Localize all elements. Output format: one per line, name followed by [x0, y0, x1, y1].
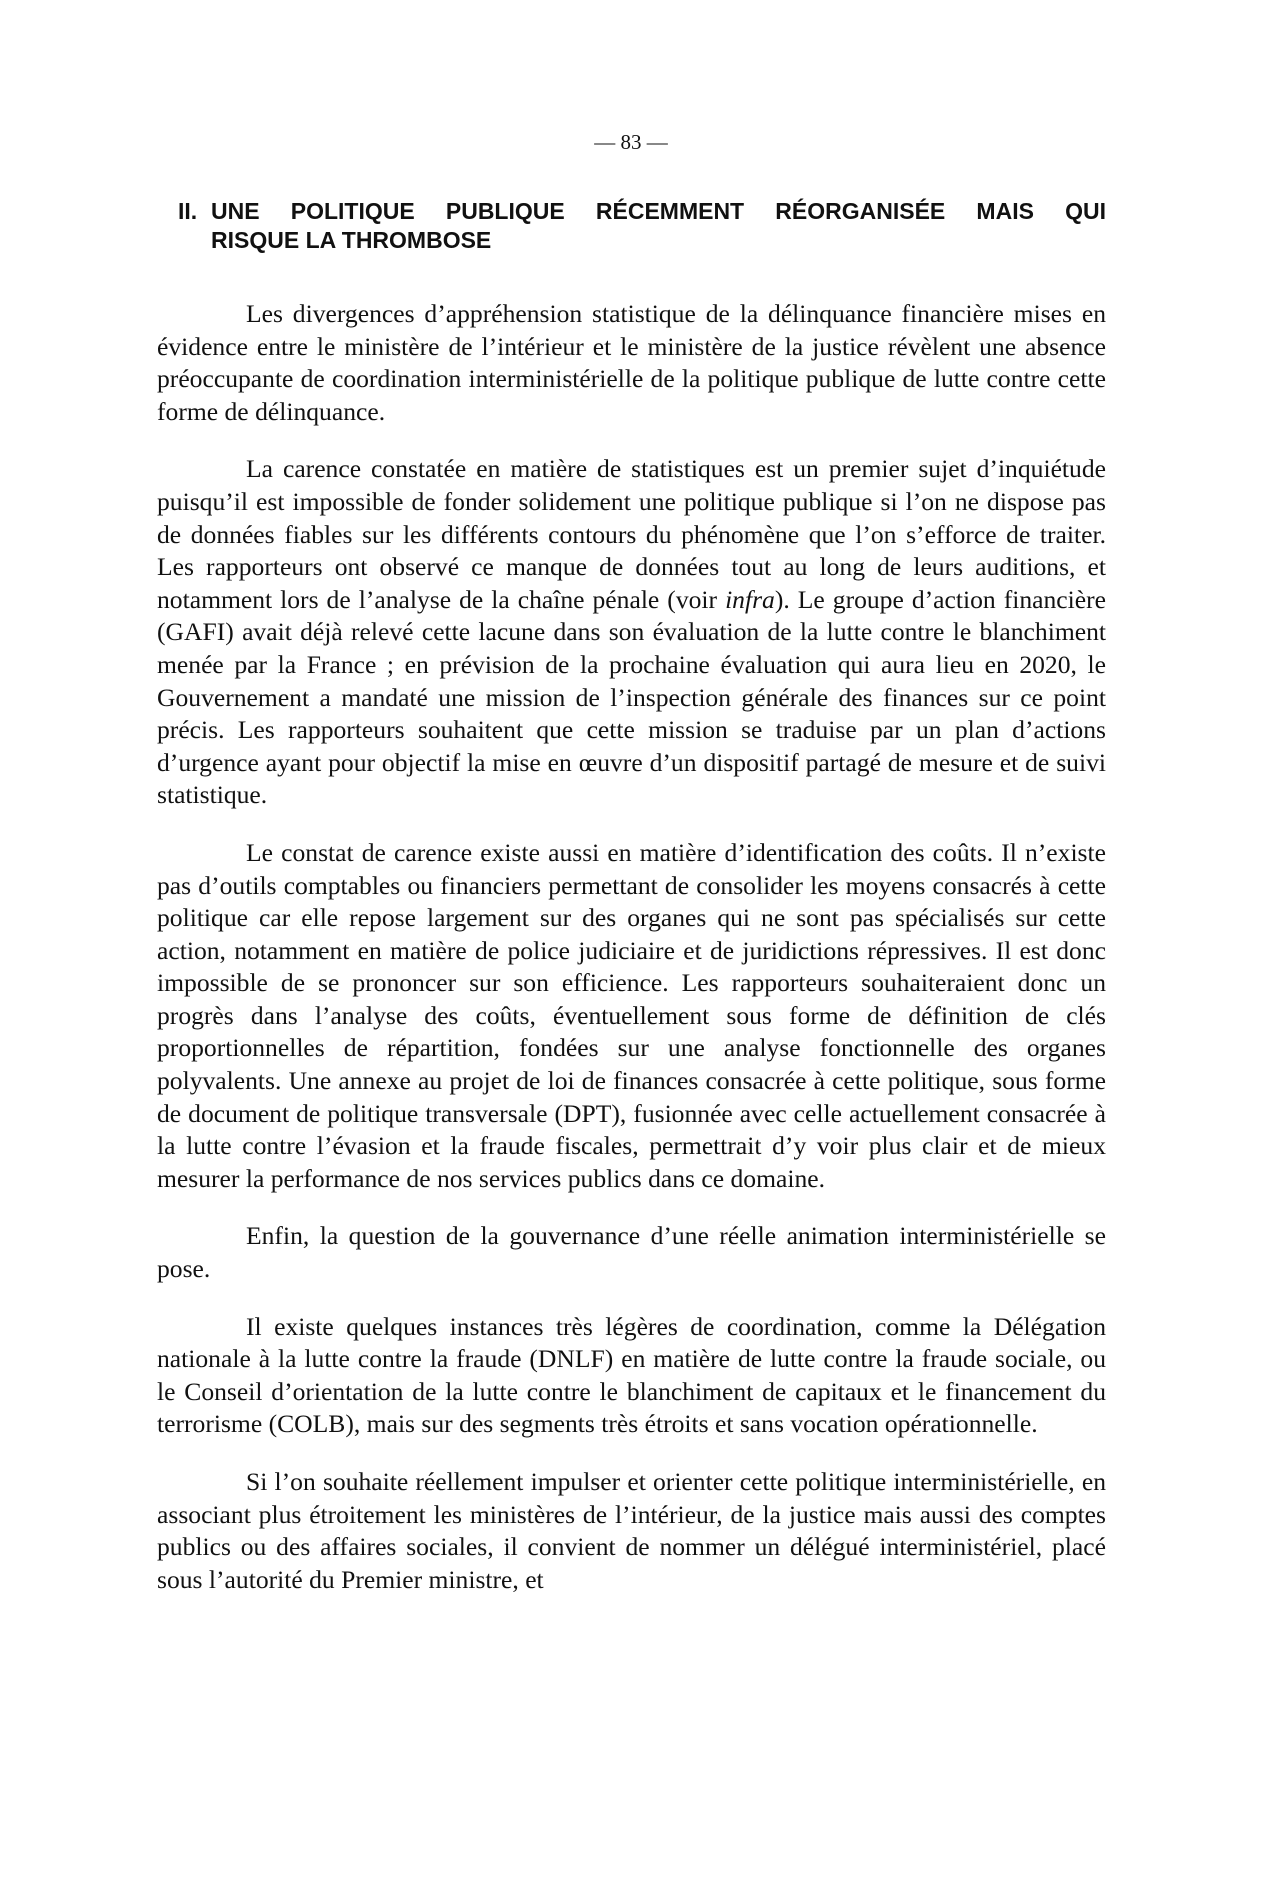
- paragraph-6: Si l’on souhaite réellement impulser et orienter cette politique interministérielle, en associant plus étroitement les ministères de l’intérieur, de la justice mais aussi des comptes publics ou des affaires sociales, il convient de nommer un délégué interministériel, placé sous l’autorité du Premier ministre, et: [157, 1467, 1106, 1594]
- section-heading: [178, 197, 1106, 255]
- section-heading-line1: [178, 197, 1106, 226]
- page-number: — 83 —: [594, 130, 668, 154]
- paragraph-5: Il existe quelques instances très légères de coordination, comme la Délégation nationale à la lutte contre la fraude (DNLF) en matière de lutte contre la fraude sociale, ou le Conseil d’orientation de la lutte contre le blanchiment de capitaux et le financement du terrorisme (COLB), mais sur des segments très étroits et sans vocation opérationnelle.: [157, 1311, 1106, 1439]
- paragraph-2-part-1: La carence constatée en matière de statistiques est un premier sujet d’inquiétude puisqu’il est impossible de fonder solidement une politique publique si l’on ne dispose pas de données fiables sur les différents contours du phénomène que l’on s’efforce de traiter. Les rapporteurs ont observé ce manque de données tout au long de leurs auditions, et notamment lors de l’analyse de la chaîne pénale (voir: [157, 454, 1106, 614]
- section-title-line1: UNE POLITIQUE PUBLIQUE RÉCEMMENT RÉORGANISÉE MAIS QUI: [211, 198, 1106, 224]
- paragraph-3: Le constat de carence existe aussi en matière d’identification des coûts. Il n’existe pas d’outils comptables ou financiers permettant de consolider les moyens consacrés à cette politique car elle repose largement sur des organes qui ne sont pas spécialisés sur cette action, notamment en matière de police judiciaire et de juridictions répressives. Il est donc impossible de se prononcer sur son efficience. Les rapporteurs souhaiteraient donc un progrès dans l’analyse des coûts, éventuellement sous forme de définition de clés proportionnelles de répartition, fondées sur une analyse fonctionnelle des organes polyvalents. Une annexe au projet de loi de finances consacrée à cette politique, sous forme de document de politique transversale (DPT), fusionnée avec celle actuellement consacrée à la lutte contre l’évasion et la fraude fiscales, permettrait d’y voir plus clair et de mieux mesurer la performance de nos services publics dans ce domaine.: [157, 837, 1106, 1193]
- paragraph-2-part-2: ). Le groupe d’action financière (GAFI) avait déjà relevé cette lacune dans son évaluation de la lutte contre le blanchiment menée par la France ; en prévision de la prochaine évaluation qui aura lieu en 2020, le Gouvernement a mandaté une mission de l’inspection générale des finances sur ce point précis. Les rapporteurs souhaitent que cette mission se traduise par un plan d’actions d’urgence ayant pour objectif la mise en œuvre d’un dispositif partagé de mesure et de suivi statistique.: [157, 584, 1107, 810]
- section-title-line2: RISQUE LA THROMBOSE: [211, 227, 492, 253]
- paragraph-2-italic: infra: [725, 584, 775, 614]
- paragraph-2: [157, 453, 1106, 812]
- section-number: II.: [178, 198, 198, 224]
- body-text: [157, 298, 1106, 1596]
- paragraph-1: Les divergences d’appréhension statistique de la délinquance financière mises en évidence entre le ministère de l’intérieur et le ministère de la justice révèlent une absence préoccupante de coordination interministérielle de la politique publique de lutte contre cette forme de délinquance.: [157, 299, 1106, 426]
- paragraph-4: Enfin, la question de la gouvernance d’une réelle animation interministérielle se pose.: [157, 1221, 1106, 1284]
